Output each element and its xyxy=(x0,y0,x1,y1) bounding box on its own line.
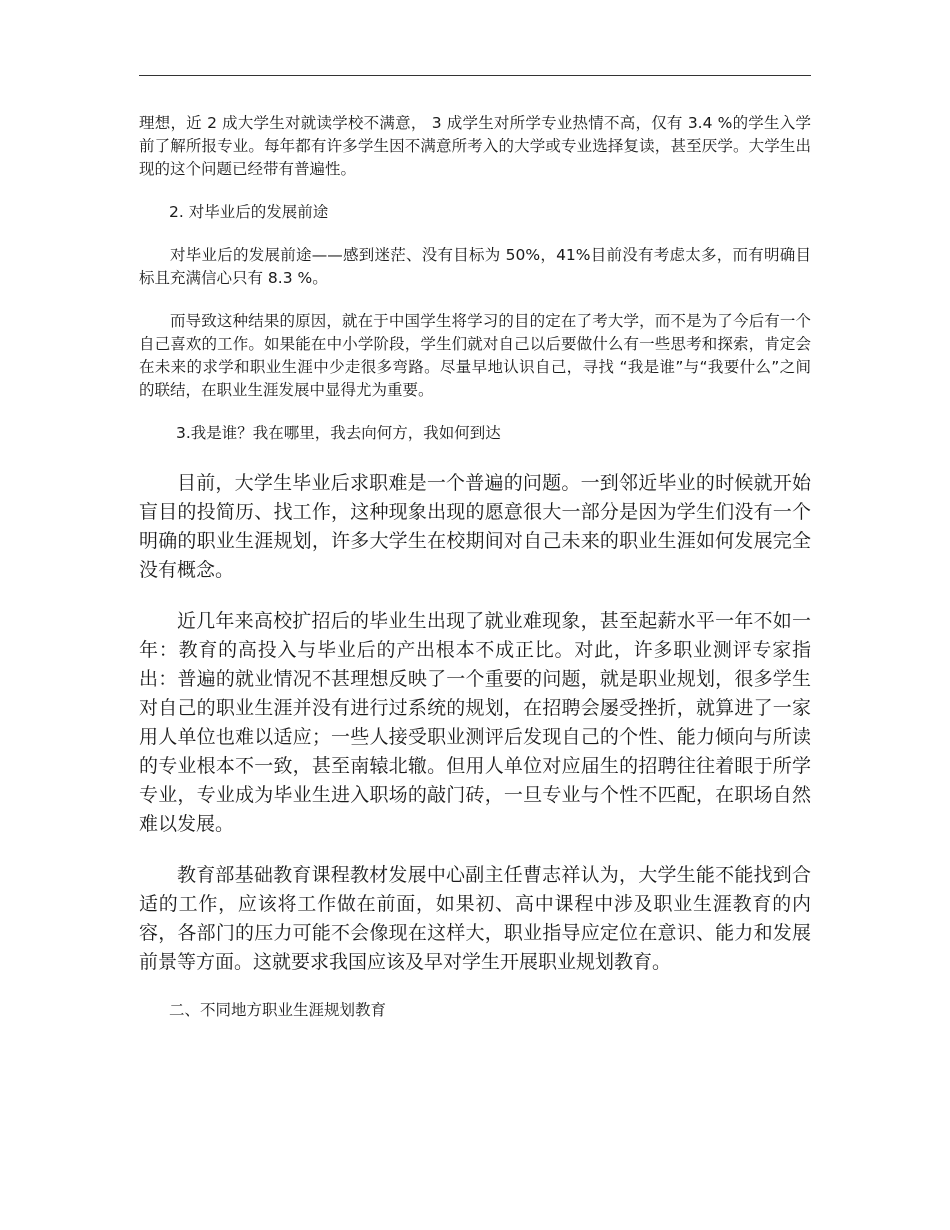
paragraph-employment-difficulty: 近几年来高校扩招后的毕业生出现了就业难现象，甚至起薪水平一年不如一年：教育的高投入与毕业后的产出根本不成正比。对此，许多职业测评专家指出：普遍的就业情况不甚理想反映了一个重要的问题，就是职业规划，很多学生对自己的职业生涯并没有进行过系统的规划，在招聘会屡受挫折，就算进了一家用人单位也难以适应；一些人接受职业测评后发现自己的个性、能力倾向与所读的专业根本不一致，甚至南辕北辙。但用人单位对应届生的招聘往往着眼于所学专业，专业成为毕业生进入职场的敲门砖，一旦专业与个性不匹配，在职场自然难以发展。 xyxy=(139,610,811,835)
section-heading-regional-education: 二、不同地方职业生涯规划教育 xyxy=(169,1001,387,1019)
paragraph-reasons: 而导致这种结果的原因，就在于中国学生将学习的目的定在了考大学，而不是为了今后有一个自己喜欢的工作。如果能在中小学阶段，学生们就对自己以后要做什么有一些思考和探索，肯定会在未来的求学和职业生涯中少走很多弯路。尽量早地认识自己，寻找 “我是谁”与“我要什么”之间的联结，在职业生涯发展中显得尤为重要。 xyxy=(139,312,811,399)
paragraph-future-stats: 对毕业后的发展前途——感到迷茫、没有目标为 50%，41%目前没有考虑太多，而有明确目标且充满信心只有 8.3 %。 xyxy=(139,246,811,287)
paragraph-ministry-opinion: 教育部基础教育课程教材发展中心副主任曹志祥认为，大学生能不能找到合适的工作，应该将工作做在前面，如果初、高中课程中涉及职业生涯教育的内容，各部门的压力可能不会像现在这样大，职业指导应定位在意识、能力和发展前景等方面。这就要求我国应该及早对学生开展职业规划教育。 xyxy=(139,864,811,973)
header-rule xyxy=(139,75,811,76)
paragraph-survey-satisfaction: 理想，近 2 成大学生对就读学校不满意， 3 成学生对所学专业热情不高，仅有 3.4 %的学生入学前了解所报专业。每年都有许多学生因不满意所考入的大学或专业选择复读，甚至厌学。大学生出现的这个问题已经带有普遍性。 xyxy=(139,114,811,178)
document-page xyxy=(139,112,811,1022)
section-heading-future-prospects: 2. 对毕业后的发展前途 xyxy=(169,203,329,221)
paragraph-job-hunting: 目前，大学生毕业后求职难是一个普遍的问题。一到邻近毕业的时候就开始盲目的投简历、找工作，这种现象出现的愿意很大一部分是因为学生们没有一个明确的职业生涯规划，许多大学生在校期间对自己未来的职业生涯如何发展完全没有概念。 xyxy=(139,472,811,581)
section-heading-who-am-i: 3.我是谁？我在哪里，我去向何方，我如何到达 xyxy=(176,424,501,442)
